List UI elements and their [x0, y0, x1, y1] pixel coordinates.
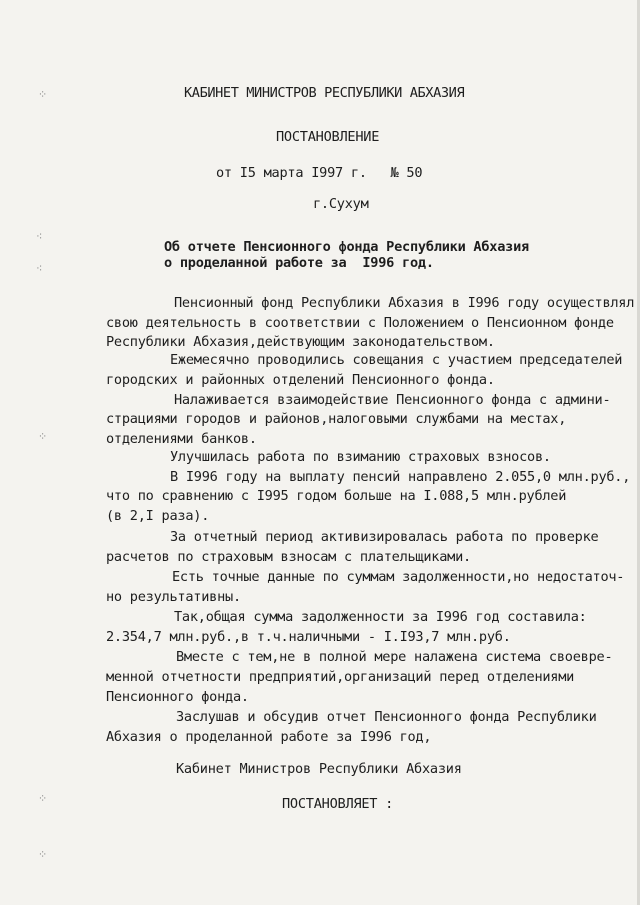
- date-and-number: от I5 марта I997 г. № 50: [216, 165, 423, 181]
- body-line: что по сравнению с I995 годом больше на I.088,5 млн.рублей: [106, 488, 567, 504]
- body-line: Улучшилась работа по взиманию страховых взносов.: [170, 449, 551, 465]
- body-line: но результативны.: [106, 589, 241, 605]
- punch-hole-mark: ⁘: [38, 430, 48, 443]
- body-line: Абхазия о проделанной работе за I996 год,: [106, 729, 432, 745]
- body-line: Так,общая сумма задолженности за I996 год составила:: [174, 609, 587, 625]
- body-line: (в 2,I раза).: [106, 508, 210, 524]
- city: г.Сухум: [313, 196, 369, 212]
- organization-title: КАБИНЕТ МИНИСТРОВ РЕСПУБЛИКИ АБХАЗИЯ: [184, 85, 465, 101]
- body-line: Налаживается взаимодействие Пенсионного фонда с админи-: [174, 392, 611, 408]
- punch-hole-mark: ⁘: [38, 88, 48, 101]
- decrees-heading: ПОСТАНОВЛЯЕТ :: [282, 796, 394, 812]
- body-line: свою деятельность в соответствии с Положением о Пенсионном фонде: [106, 315, 614, 331]
- body-line: Заслушав и обсудив отчет Пенсионного фонда Республики: [176, 709, 597, 725]
- body-line: менной отчетности предприятий,организаций перед отделениями: [106, 669, 575, 685]
- body-line: Ежемесячно проводились совещания с участием председателей: [170, 352, 623, 368]
- subject-line: о проделанной работе за I996 год.: [164, 255, 434, 271]
- body-line: Пенсионного фонда.: [106, 689, 249, 705]
- body-line: 2.354,7 млн.руб.,в т.ч.наличными - I.I93,7 млн.руб.: [106, 629, 511, 645]
- punch-hole-mark: ⁘: [38, 792, 48, 805]
- body-line: Республики Абхазия,действующим законодательством.: [106, 334, 495, 350]
- body-line: Вместе с тем,не в полной мере налажена система своевре-: [176, 649, 613, 665]
- body-line: городских и районных отделений Пенсионного фонда.: [106, 372, 495, 388]
- subject-line: Об отчете Пенсионного фонда Республики Абхазия: [164, 239, 529, 255]
- body-line: Есть точные данные по суммам задолженности,но недостаточ-: [172, 569, 625, 585]
- body-line: За отчетный период активизировалась работа по проверке: [170, 529, 599, 545]
- body-line: страциями городов и районов,налоговыми службами на местах,: [106, 411, 567, 427]
- body-line: расчетов по страховым взносам с плательщиками.: [106, 549, 471, 565]
- body-line: Пенсионный фонд Республики Абхазия в I996 году осуществлял: [174, 295, 635, 311]
- punch-hole-mark: ⁘: [38, 848, 48, 861]
- punch-hole-mark: ⁖: [36, 230, 43, 243]
- punch-hole-mark: ⁖: [36, 262, 43, 275]
- body-line: отделениями банков.: [106, 431, 257, 447]
- cabinet-line: Кабинет Министров Республики Абхазия: [176, 761, 462, 777]
- document-type: ПОСТАНОВЛЕНИЕ: [276, 129, 380, 145]
- body-line: В I996 году на выплату пенсий направлено 2.055,0 млн.руб.,: [170, 469, 631, 485]
